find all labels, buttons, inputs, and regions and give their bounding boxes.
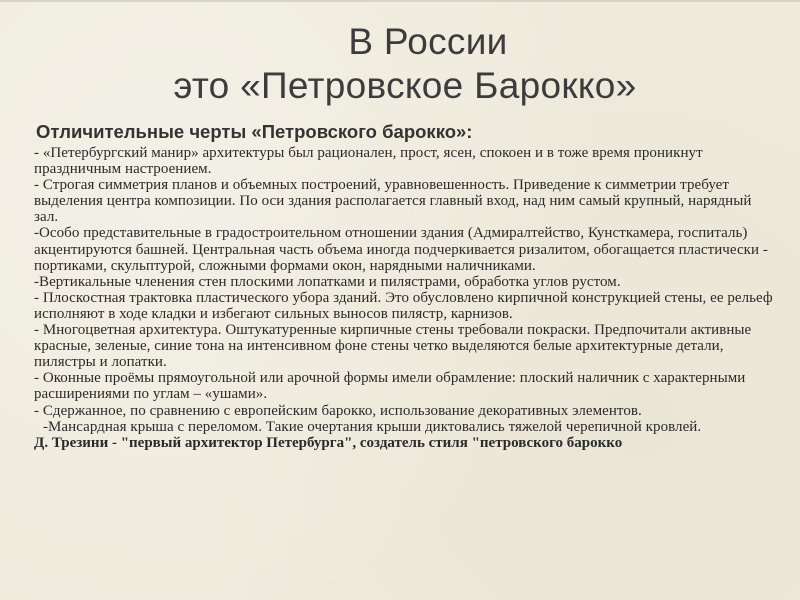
feature-paragraph: - «Петербургский манир» архитектуры был рационален, прост, ясен, спокоен и в тоже время проникнут праздничным настроением. [34, 145, 703, 178]
closing-statement: Д. Трезини - "первый архитектор Петербурга", создатель стиля "петровского барокко [34, 434, 623, 451]
top-edge-line [0, 0, 800, 2]
feature-paragraph: -Вертикальные членения стен плоскими лопатками и пилястрами, обработка углов рустом. [34, 273, 621, 290]
title-line-1: В России [348, 21, 508, 62]
feature-paragraph: -Особо представительные в градостроительном отношении здания (Адмиралтейство, Кунсткамера, госпиталь) акцентируются башней. Центральная часть объема иногда подчеркивается ризалитом, обогащается пластически - портиками, скульптурой, сложными формами окон, нарядными наличниками. [34, 225, 768, 274]
feature-paragraph: - Многоцветная архитектура. Оштукатуренные кирпичные стены требовали покраски. Предпочитали активные красные, зеленые, синие тона на интенсивном фоне стены четко выделяются белые архитектурные детали, пилястры и лопатки. [34, 322, 752, 371]
feature-paragraph: - Строгая симметрия планов и объемных построений, уравновешенность. Приведение к симметрии требует выделения центра композиции. По оси здания располагается главный вход, над ним самый крупный, нарядный зал. [34, 177, 752, 226]
feature-paragraph: - Сдержанное, по сравнению с европейским барокко, использование декоративных элементов. [34, 402, 642, 419]
slide-title [0, 20, 800, 108]
feature-paragraph: -Мансардная крыша с переломом. Такие очертания крыши диктовались тяжелой черепичной кровлей. [43, 418, 702, 435]
slide-body [34, 121, 774, 451]
feature-paragraph: - Оконные проёмы прямоугольной или арочной формы имели обрамление: плоский наличник с характерными расширениями по углам – «ушами». [34, 370, 746, 403]
features-subheading: Отличительные черты «Петровского барокко»: [36, 121, 473, 142]
feature-paragraph: - Плоскостная трактовка пластического убора зданий. Это обусловлено кирпичной конструкцией стены, ее рельеф исполняют в ходе кладки и избегают сильных выносов пилястр, карнизов. [34, 289, 773, 322]
title-line-2: это «Петровское Барокко» [173, 65, 637, 106]
